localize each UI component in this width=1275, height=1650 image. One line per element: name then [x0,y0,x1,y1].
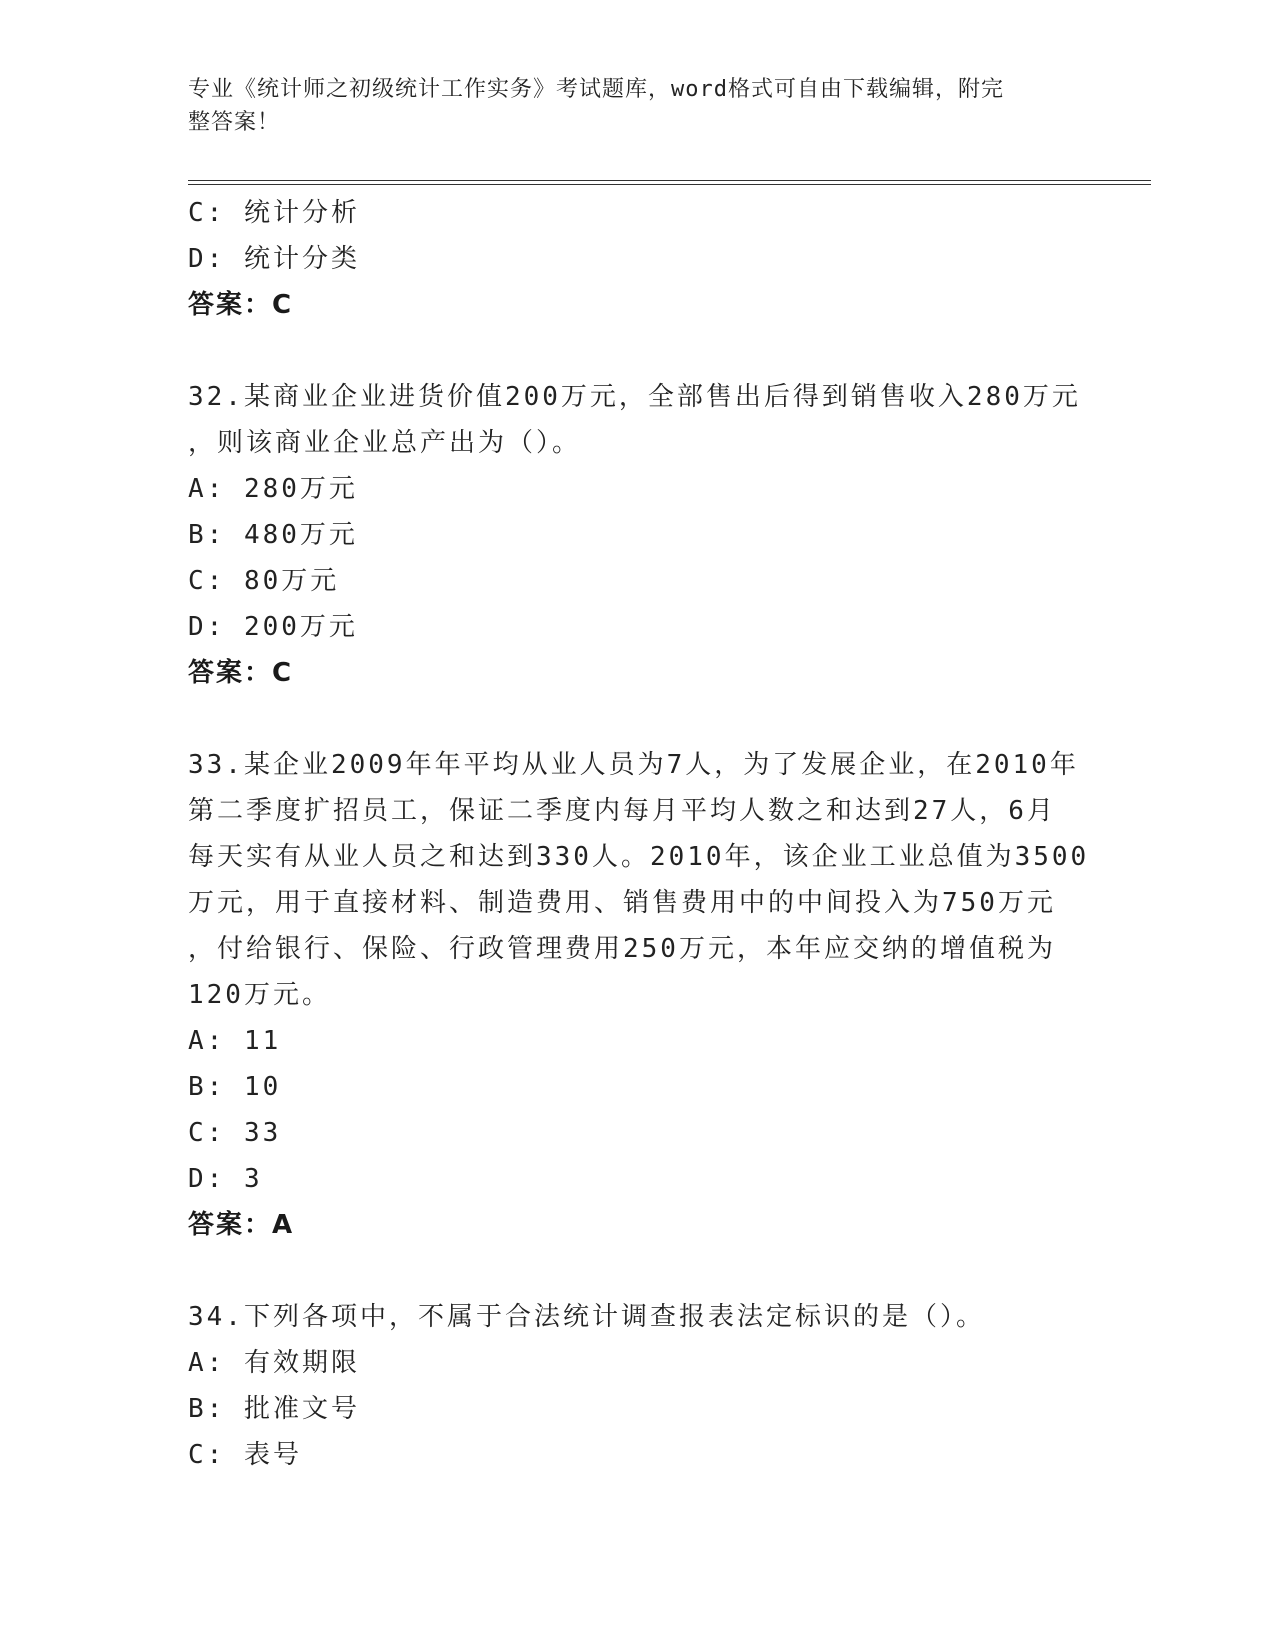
question-stem-line: 每天实有从业人员之和达到330人。2010年，该企业工业总值为3500 [188,842,1090,872]
header-divider-top [188,180,1151,181]
option-b: B: 批准文号 [188,1394,360,1424]
answer-label: 答案：C [188,658,294,688]
option-c: C: 统计分析 [188,198,360,228]
option-b: B: 480万元 [188,520,358,550]
question-stem-line: 32.某商业企业进货价值200万元，全部售出后得到销售收入280万元 [188,382,1081,412]
question-31-tail [188,190,1088,328]
question-stem-line: 120万元。 [188,980,331,1010]
spacer [188,328,1088,374]
question-stem-line: 第二季度扩招员工，保证二季度内每月平均人数之和达到27人，6月 [188,796,1056,826]
option-b: B: 10 [188,1072,282,1102]
option-d: D: 3 [188,1164,263,1194]
question-33 [188,742,1088,1248]
option-c: C: 表号 [188,1440,302,1470]
header-line-2: 整答案！ [188,110,281,135]
option-c: C: 33 [188,1118,282,1148]
header-line-1: 专业《统计师之初级统计工作实务》考试题库，word格式可自由下载编辑，附完 [188,77,1004,102]
option-a: A: 280万元 [188,474,358,504]
answer-label: 答案：A [188,1210,295,1240]
question-34 [188,1294,1088,1478]
option-c: C: 80万元 [188,566,340,596]
question-stem-line: 33.某企业2009年年平均从业人员为7人，为了发展企业，在2010年 [188,750,1079,780]
question-stem-line: ，则该商业企业总产出为（）。 [188,428,582,458]
question-32 [188,374,1088,696]
option-d: D: 统计分类 [188,244,360,274]
header-divider-bottom [188,184,1151,185]
page-header [188,73,1068,139]
question-stem-line: 万元，用于直接材料、制造费用、销售费用中的中间投入为750万元 [188,888,1056,918]
option-a: A: 有效期限 [188,1348,360,1378]
question-stem-line: 34.下列各项中，不属于合法统计调查报表法定标识的是（）。 [188,1302,985,1332]
option-d: D: 200万元 [188,612,358,642]
option-a: A: 11 [188,1026,282,1056]
spacer [188,1248,1088,1294]
question-stem-line: ，付给银行、保险、行政管理费用250万元，本年应交纳的增值税为 [188,934,1056,964]
question-content [188,190,1088,1478]
spacer [188,696,1088,742]
answer-label: 答案：C [188,290,294,320]
